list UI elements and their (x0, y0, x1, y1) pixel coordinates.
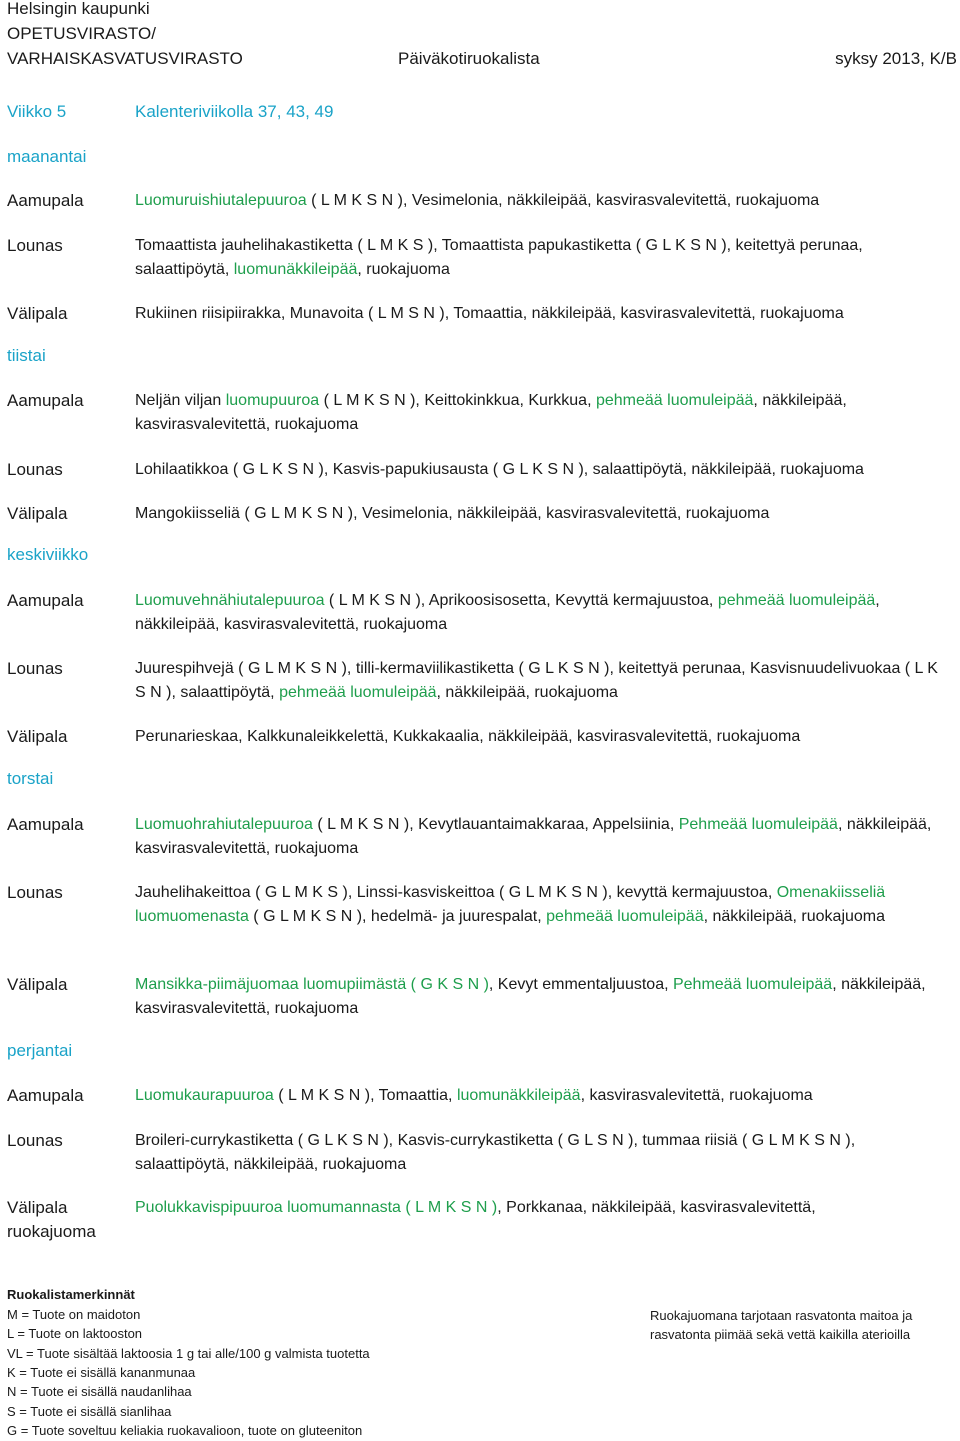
menu-text: , Kevyt emmentaljuustoa, (488, 976, 673, 993)
menu-text: , näkkileipää, kasvirasvalevitettä, ruokajuoma (135, 592, 880, 633)
meal-items (135, 589, 945, 637)
day-heading-torstai: torstai (7, 769, 54, 788)
department-name-2: VARHAISKASVATUSVIRASTO (7, 49, 243, 68)
legend-item: G = Tuote soveltuu keliakia ruokavalioon, tuote on gluteeniton (7, 1422, 363, 1438)
day-heading-keskiviikko: keskiviikko (7, 545, 89, 564)
meal-items (135, 657, 945, 705)
meal-label-välipala (7, 302, 68, 326)
meal-items (135, 813, 945, 861)
menu-text: Rukiinen riisipiirakka, Munavoita ( L M S N ), Tomaattia, näkkileipää, kasvirasvalevitettä, ruokajuoma (135, 305, 844, 322)
menu-text: ( L M K S N ), Vesimelonia, näkkileipää, kasvirasvalevitettä, ruokajuoma (306, 192, 820, 209)
organic-item: Mansikka-piimäjuomaa luomupiimästä ( G K S N ) (135, 976, 489, 993)
meal-label-aamupala (7, 813, 84, 837)
menu-text: Tomaattista jauhelihakastiketta ( L M K S ), Tomaattista papukastiketta ( G L K S N ), keitettyä perunaa, salaattipöytä, (135, 237, 863, 278)
menu-text: ( L M K S N ), Tomaattia, (273, 1087, 457, 1104)
organic-item: luomunäkkileipää (456, 1087, 581, 1104)
legend-item: S = Tuote ei sisällä sianlihaa (7, 1403, 172, 1419)
meal-label-text: Lounas (7, 659, 63, 678)
organic-item: Luomuruishiutalepuuroa (135, 192, 307, 209)
organic-item: luomupuuroa (225, 392, 320, 409)
menu-text: Lohilaatikkoa ( G L K S N ), Kasvis-papukiusausta ( G L K S N ), salaattipöytä, näkkileipää, ruokajuoma (135, 461, 864, 478)
meal-label-aamupala (7, 189, 84, 213)
organic-item: pehmeää luomuleipää (279, 684, 437, 701)
meal-label-aamupala (7, 389, 84, 413)
legend-item: L = Tuote on laktooston (7, 1326, 143, 1342)
meal-label-continuation: ruokajuoma (7, 1222, 96, 1241)
meal-label-text: Aamupala (7, 391, 84, 410)
org-name: Helsingin kaupunki (7, 0, 150, 18)
menu-text: , näkkileipää, kasvirasvalevitettä, ruokajuoma (135, 392, 847, 433)
meal-items (135, 389, 945, 437)
meal-items (135, 1129, 945, 1177)
meal-label-lounas (7, 1129, 63, 1153)
organic-item: Puolukkavispipuuroa luomumannasta ( L M K S N ) (135, 1199, 498, 1216)
organic-item: Pehmeää luomuleipää (672, 976, 833, 993)
menu-text: Neljän viljan (135, 392, 226, 409)
legend-item: K = Tuote ei sisällä kananmunaa (7, 1364, 196, 1380)
meal-items (135, 302, 945, 326)
day-heading-perjantai: perjantai (7, 1041, 73, 1060)
meal-label-aamupala (7, 1084, 84, 1108)
meal-label-text: Aamupala (7, 1086, 84, 1105)
menu-text: , kasvirasvalevitettä, ruokajuoma (580, 1087, 813, 1104)
menu-text: ( L M K S N ), Keittokinkkua, Kurkkua, (319, 392, 596, 409)
organic-item: pehmeää luomuleipää (595, 392, 754, 409)
meal-label-aamupala (7, 589, 84, 613)
meal-label-text: Lounas (7, 883, 63, 902)
meal-label-välipala (7, 502, 68, 526)
page-title: Päiväkotiruokalista (398, 49, 540, 68)
meal-label-text: Välipala (7, 304, 68, 323)
menu-text: Juurespihvejä ( G L M K S N ), tilli-kermaviilikastiketta ( G L K S N ), keitettyä perunaa, Kasvisnuudelivuokaa ( L K S N ), salaattipöytä, (135, 660, 938, 701)
meal-label-text: Aamupala (7, 815, 84, 834)
legend-item: VL = Tuote sisältää laktoosia 1 g tai alle/100 g valmista tuotetta (7, 1345, 370, 1361)
menu-text: , näkkileipää, ruokajuoma (703, 908, 886, 925)
week-heading (7, 102, 334, 122)
meal-items (135, 1196, 945, 1220)
menu-text: , Porkkanaa, näkkileipää, kasvirasvalevitettä, (497, 1199, 816, 1216)
meal-label-lounas (7, 234, 63, 258)
menu-text: Jauhelihakeittoa ( G L M K S ), Linssi-kasviskeittoa ( G L M K S N ), kevyttä kermajuustoa, (135, 884, 777, 901)
meal-label-text: Lounas (7, 460, 63, 479)
meal-items (135, 458, 945, 482)
day-heading-tiistai: tiistai (7, 346, 46, 365)
legend-item: M = Tuote on maidoton (7, 1307, 141, 1322)
meal-label-text: Aamupala (7, 191, 84, 210)
meal-label-lounas (7, 657, 63, 681)
menu-text: , näkkileipää, ruokajuoma (436, 684, 618, 701)
department-name: OPETUSVIRASTO/ (7, 24, 156, 43)
organic-item: Omenakiisseliä luomuomenasta (135, 884, 886, 925)
meal-label-lounas (7, 458, 63, 482)
organic-item: Luomukaurapuuroa (135, 1087, 274, 1104)
organic-item: Pehmeää luomuleipää (678, 816, 838, 833)
week-label: Viikko 5 (7, 102, 67, 121)
season-label: syksy 2013, K/B (835, 49, 957, 68)
meal-items (135, 881, 945, 929)
menu-text: , näkkileipää, kasvirasvalevitettä, ruokajuoma (135, 816, 932, 857)
meal-label-välipala (7, 1196, 96, 1244)
menu-text: , ruokajuoma (357, 261, 450, 278)
meal-label-text: Välipala (7, 975, 68, 994)
calendar-weeks: Kalenteriviikolla 37, 43, 49 (135, 102, 334, 121)
meal-items (135, 189, 945, 213)
meal-items (135, 1084, 945, 1108)
meal-label-lounas (7, 881, 63, 905)
menu-text: Perunarieskaa, Kalkkunaleikkelettä, Kukkakaalia, näkkileipää, kasvirasvalevitettä, ruokajuoma (135, 728, 801, 745)
meal-label-text: Välipala (7, 504, 68, 523)
meal-label-välipala (7, 973, 68, 997)
organic-item: pehmeää luomuleipää (546, 908, 704, 925)
menu-text: Mangokiisseliä ( G L M K S N ), Vesimelonia, näkkileipää, kasvirasvalevitettä, ruokajuoma (135, 505, 770, 522)
meal-label-text: Lounas (7, 1131, 63, 1150)
menu-text: ( G L M K S N ), hedelmä- ja juurespalat, (248, 908, 547, 925)
meal-items (135, 234, 945, 282)
meal-label-text: Välipala (7, 727, 68, 746)
legend-item: N = Tuote ei sisällä naudanlihaa (7, 1384, 192, 1400)
meal-items (135, 725, 945, 749)
organic-item: luomunäkkileipää (233, 261, 358, 278)
organic-item: Luomuvehnähiutalepuuroa (135, 592, 325, 609)
meal-items (135, 502, 945, 526)
legend-title: Ruokalistamerkinnät (7, 1287, 135, 1302)
meal-label-text: Välipala (7, 1198, 68, 1217)
beverage-note: Ruokajuomana tarjotaan rasvatonta maitoa ja rasvatonta piimää sekä vettä kaikilla aterioilla (650, 1308, 913, 1342)
organic-item: Luomuohrahiutalepuuroa (135, 816, 313, 833)
organic-item: pehmeää luomuleipää (717, 592, 876, 609)
meal-label-välipala (7, 725, 68, 749)
day-heading-maanantai: maanantai (7, 147, 87, 166)
meal-label-text: Lounas (7, 236, 63, 255)
meal-label-text: Aamupala (7, 591, 84, 610)
menu-text: Broileri-currykastiketta ( G L K S N ), Kasvis-currykastiketta ( G L S N ), tummaa riisiä ( G L M K S N ), salaattipöytä, näkkileipää, ruokajuoma (135, 1132, 856, 1173)
menu-text: ( L M K S N ), Aprikoosisosetta, Kevyttä kermajuustoa, (324, 592, 718, 609)
meal-items (135, 973, 945, 1021)
menu-text: , näkkileipää, kasvirasvalevitettä, ruokajuoma (135, 976, 926, 1017)
menu-text: ( L M K S N ), Kevytlauantaimakkaraa, Appelsiinia, (312, 816, 679, 833)
